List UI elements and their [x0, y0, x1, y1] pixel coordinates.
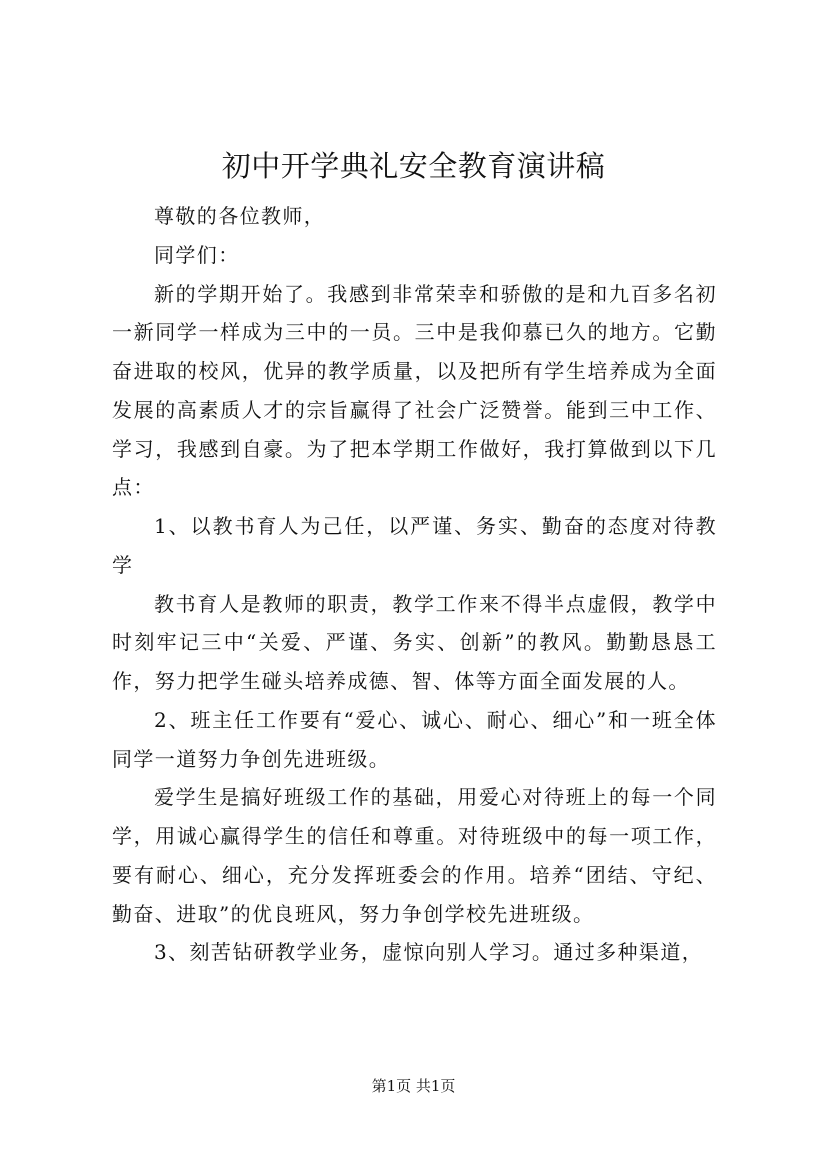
- page-number: 第1页 共1页: [371, 1077, 456, 1095]
- salutation-line: 尊敬的各位教师，: [154, 204, 326, 228]
- body-paragraph: 新的学期开始了。我感到非常荣幸和骄傲的是和九百多名初一新同学一样成为三中的一员。三中是我仰慕已久的地方。它勤奋进取的校风，优异的教学质量，以及把所有学生培养成为全面发展的高素质人才的宗旨赢得了社会广泛赞誉。能到三中工作、学习，我感到自豪。为了把本学期工作做好，我打算做到以下几点：: [112, 281, 717, 500]
- document-body: [112, 197, 717, 972]
- body-paragraph: 教书育人是教师的职责，教学工作来不得半点虚假，教学中时刻牢记三中“关爱、严谨、务实、创新”的教风。勤勤恳恳工作，努力把学生碰头培养成德、智、体等方面全面发展的人。: [112, 591, 717, 693]
- salutation-line: 同学们：: [154, 242, 240, 267]
- numbered-heading: 3、刻苦钻研教学业务，虚惊向别人学习。通过多种渠道，: [154, 940, 704, 965]
- document-title: 初中开学典礼安全教育演讲稿: [221, 149, 606, 183]
- body-paragraph: 爱学生是搞好班级工作的基础，用爱心对待班上的每一个同学，用诚心赢得学生的信任和尊重。对待班级中的每一项工作，要有耐心、细心，充分发挥班委会的作用。培养“团结、守纪、勤奋、进取”的优良班风，努力争创学校先进班级。: [112, 785, 717, 926]
- page-footer: [0, 1076, 827, 1096]
- numbered-heading: 1、以教书育人为己任，以严谨、务实、勤奋的态度对待教学: [112, 514, 717, 577]
- numbered-heading: 2、班主任工作要有“爱心、诚心、耐心、细心”和一班全体同学一道努力争创先进班级。: [112, 707, 717, 771]
